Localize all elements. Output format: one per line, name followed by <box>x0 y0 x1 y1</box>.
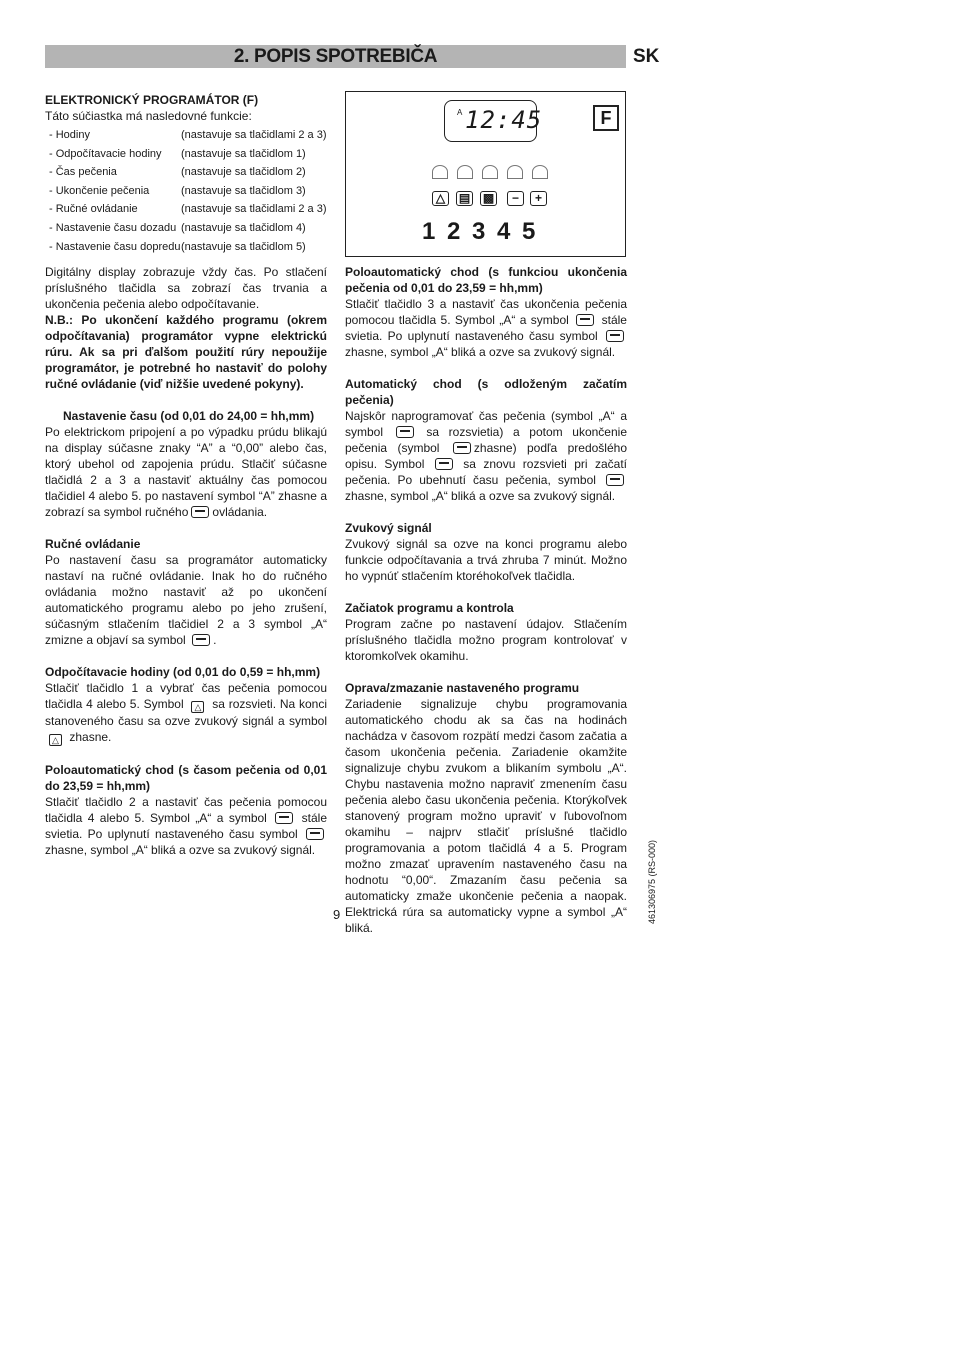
nb-paragraph: N.B.: Po ukončení každého programu (okrem odpočítavania) programátor vypne elektrickú rúru. Ak sa pri ďalšom použití rúry nepoužije programátor, je potrebné ho nastaviť do polohy ručné ovládanie (viď nižšie uvedené pokyny). <box>45 313 327 392</box>
auto-title: Automatický chod (s odloženým začatím pečenia) <box>345 377 627 407</box>
function-name: - Ručné ovládanie <box>49 203 138 216</box>
function-list <box>45 126 327 256</box>
programmer-panel-figure <box>345 91 626 257</box>
function-row <box>45 200 327 219</box>
button-number-2: 2 <box>447 218 461 245</box>
bell-icon: △ <box>191 701 204 713</box>
button-number-1: 1 <box>422 218 436 245</box>
function-button: (nastavuje sa tlačidlom 4) <box>181 221 306 234</box>
function-button: (nastavuje sa tlačidlom 1) <box>181 147 306 160</box>
figure-label-f: F <box>593 105 619 131</box>
function-name: - Nastavenie času dopredu <box>49 240 181 253</box>
button-number-3: 3 <box>472 218 486 245</box>
function-row <box>45 182 327 201</box>
bell-icon: △ <box>432 191 449 206</box>
semi-auto-end-text: Stlačiť tlačidlo 3 a nastaviť čas ukončenia pečenia pomocou tlačidla 5. Symbol „A“ a symbol stále svietia. Po uplynutí nastaveného času symbol zhasne, symbol „A“ bliká a ozve sa zvukový signál. <box>345 297 627 359</box>
left-column <box>45 92 327 858</box>
pot-icon <box>306 828 324 840</box>
document-code: 461306975 (RS-000) <box>647 839 657 924</box>
knob-row <box>432 165 552 177</box>
function-button: (nastavuje sa tlačidlami 2 a 3) <box>181 129 327 141</box>
time-setting-title: Nastavenie času (od 0,01 do 24,00 = hh,mm) <box>63 409 315 424</box>
section-title: 2. POPIS SPOTREBIČA <box>233 46 438 67</box>
sound-text: Zvukový signál sa ozve na konci programu alebo funkcie odpočítavania a trvá zhruba 7 minút. Možno ho vypnúť stlačením ktoréhokoľvek tlačidla. <box>345 537 627 583</box>
minus-icon: − <box>507 191 524 206</box>
pot-end-icon <box>576 314 594 326</box>
pot-icon <box>606 474 624 486</box>
fix-title: Oprava/zmazanie nastaveného programu <box>345 681 580 695</box>
pot-icon <box>396 426 414 438</box>
function-button: (nastavuje sa tlačidlom 3) <box>181 184 306 197</box>
function-row <box>45 126 327 145</box>
lcd-display <box>444 100 543 142</box>
function-name: - Nastavenie času dozadu <box>49 221 177 234</box>
knob-1 <box>432 165 448 179</box>
function-row <box>45 238 327 257</box>
countdown-title: Odpočítavacie hodiny (od 0,01 do 0,59 = hh,mm) <box>45 665 321 680</box>
function-button: (nastavuje sa tlačidlom 2) <box>181 166 306 179</box>
pot-icon <box>191 506 209 518</box>
bell-icon: △ <box>49 734 62 746</box>
page-number: 9 <box>333 907 341 922</box>
pot-end-icon <box>453 442 471 454</box>
knob-5 <box>532 165 548 179</box>
countdown-text: Stlačiť tlačidlo 1 a vybrať čas pečenia pomocou tlačidla 4 alebo 5. Symbol △ sa rozsvieti. Na konci stanoveného času sa ozve zvukový signál a symbol △ zhasne. <box>45 681 328 746</box>
knob-4 <box>507 165 523 179</box>
knob-2 <box>457 165 473 179</box>
manual-text: Po nastavení času sa programátor automaticky nastaví na ručné ovládanie. Inak ho do ručného ovládania možno nastaviť až po ukončení automatického programu alebo po jeho zrušení, súčasným stlačením tlačidiel 2 a 3 symbol „A“ zmizne a objaví sa symbol . <box>45 553 327 648</box>
function-name: - Hodiny <box>49 129 90 141</box>
function-row <box>45 163 327 182</box>
function-name: - Ukončenie pečenia <box>49 184 150 197</box>
auto-text: Najskôr naprogramovať čas pečenia (symbol „A“ a symbol sa rozsvietia) a potom ukončenie pečenia (symbol zhasne) podľa predošlého opisu. Symbol sa znovu rozsvieti pri začatí pečenia. Po ubehnutí času pečenia, symbol zhasne, symbol „A“ bliká a ozve sa zvukový signál. <box>345 409 627 503</box>
language-code: SK <box>633 46 660 67</box>
time-setting-text: Po elektrickom pripojení a po výpadku prúdu blikajú na display súčasne znaky “A” a “0,00” alebo čas, ktorý ubehol od zapojenia prúdu. Stlačiť súčasne tlačidlá 2 a 3 a nastaviť aktuálny čas pomocou tlačidiel 4 alebo 5. po nastavení symbol “A” zhasne a zobrazí sa symbol ručného ovládania. <box>45 425 327 520</box>
start-text: Program začne po nastavení údajov. Stlačením príslušného tlačidla možno program kontrolovať v ktoromkoľvek okamihu. <box>345 617 627 663</box>
manual-title: Ručné ovládanie <box>45 537 141 552</box>
knob-3 <box>482 165 498 179</box>
sound-title: Zvukový signál <box>345 521 432 535</box>
fix-text: Zariadenie signalizuje chybu programovania automatického chodu ak sa čas na hodinách nachádza v časovom rozpätí medzi časom začatia a časom ukončenia pečenia. Zariadenie okamžite signalizuje chybu zvukom a blikaním symbolu „A“. Chybu nastavenia možno napraviť zmenením času pečenia alebo času ukončenia pečenia. Ktorýkoľvek stanovený program možno upraviť v ľubovoľnom okamihu – najprv stlačiť príslušné tlačidlo programovania a potom tlačidlá 4 a 5. Program možno zmazať upravením nastaveného času na hodnotu “0,00“. Zmazaním času pečenia sa automaticky zmaže ukončenie pečenia a naopak. Elektrická rúra sa automaticky vypne a symbol „A“ bliká. <box>345 697 627 935</box>
lcd-time: 12:45 <box>465 106 543 134</box>
button-number-5: 5 <box>522 218 536 245</box>
semi-auto-text: Stlačiť tlačidlo 2 a nastaviť čas pečenia pomocou tlačidla 4 alebo 5. Symbol „A“ a symbol stále svietia. Po uplynutí nastaveného času symbol zhasne, symbol „A“ bliká a ozve sa zvukový signál. <box>45 795 328 858</box>
pot-end-icon: ▩ <box>480 191 497 206</box>
function-name: - Čas pečenia <box>49 166 117 179</box>
function-row <box>45 145 327 164</box>
pot-icon: ▤ <box>456 191 473 206</box>
programmer-title: ELEKTRONICKÝ PROGRAMÁTOR (F) <box>45 93 259 107</box>
programmer-intro: Táto súčiastka má nasledovné funkcie: <box>45 109 252 123</box>
pot-icon <box>192 634 210 646</box>
right-column <box>345 264 627 936</box>
plus-icon: + <box>530 191 547 206</box>
pot-end-icon <box>606 330 624 342</box>
semi-auto-end-title: Poloautomatický chod (s funkciou ukončenia pečenia od 0,01 do 23,59 = hh,mm) <box>345 265 627 295</box>
button-number-4: 4 <box>497 218 511 245</box>
display-paragraph: Digitálny display zobrazuje vždy čas. Po stlačení príslušného tlačidla sa zobrazí čas trvania a ukončenia pečenia alebo odpočítavanie. <box>45 265 327 312</box>
semi-auto-title: Poloautomatický chod (s časom pečenia od 0,01 do 23,59 = hh,mm) <box>45 763 327 794</box>
pot-icon <box>435 458 453 470</box>
section-header-bar <box>45 45 626 68</box>
lcd-auto-indicator: A <box>457 108 463 117</box>
pot-icon <box>275 812 293 824</box>
function-button: (nastavuje sa tlačidlami 2 a 3) <box>181 203 327 216</box>
function-name: - Odpočítavacie hodiny <box>49 147 162 160</box>
function-button: (nastavuje sa tlačidlom 5) <box>181 240 306 253</box>
start-title: Začiatok programu a kontrola <box>345 601 514 615</box>
function-row <box>45 219 327 238</box>
